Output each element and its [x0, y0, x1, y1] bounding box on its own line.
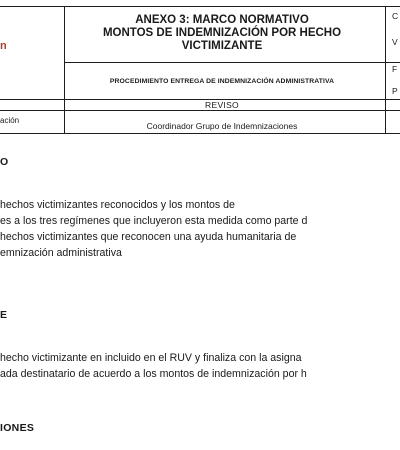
- side-label-page: P: [392, 86, 398, 96]
- paragraph-line: hechos victimizantes reconocidos y los montos de: [0, 199, 235, 211]
- side-label-date: F: [392, 64, 398, 74]
- left-column-fragment: ación: [0, 116, 20, 125]
- table-divider-title-procedure: [64, 62, 400, 63]
- reviewed-header: REVISO: [205, 100, 239, 110]
- section-title: E: [0, 309, 8, 321]
- table-column-divider-right: [385, 6, 386, 134]
- reviewer-name: Coordinador Grupo de Indemnizaciones: [146, 121, 298, 131]
- annex-title-line: MONTOS DE INDEMNIZACIÓN POR HECHO: [102, 27, 342, 39]
- procedure-name: PROCEDIMIENTO ENTREGA DE INDEMNIZACIÓN ADMINISTRATIVA: [109, 78, 335, 85]
- table-divider-reviewed: [0, 110, 400, 111]
- annex-title-line: ANEXO 3: MARCO NORMATIVO: [135, 14, 309, 26]
- logo-fragment: n: [0, 40, 7, 52]
- side-label-version: V: [392, 37, 398, 47]
- annex-title-line: VICTIMIZANTE: [181, 40, 263, 52]
- paragraph-line: emnización administrativa: [0, 247, 122, 259]
- paragraph-line: ada destinatario de acuerdo a los montos de indemnización por h: [0, 368, 307, 380]
- table-top-border: [0, 6, 400, 7]
- side-label-code: C: [392, 11, 399, 21]
- table-bottom-border: [0, 133, 400, 134]
- paragraph-line: es a los tres regímenes que incluyeron esta medida como parte d: [0, 215, 308, 227]
- paragraph-line: hecho victimizante en incluido en el RUV y finaliza con la asigna: [0, 352, 302, 364]
- section-title: IONES: [0, 422, 35, 434]
- paragraph-line: hechos victimizantes que reconocen una ayuda humanitaria de: [0, 231, 297, 243]
- section-title: O: [0, 156, 9, 168]
- annex-title: [64, 14, 380, 53]
